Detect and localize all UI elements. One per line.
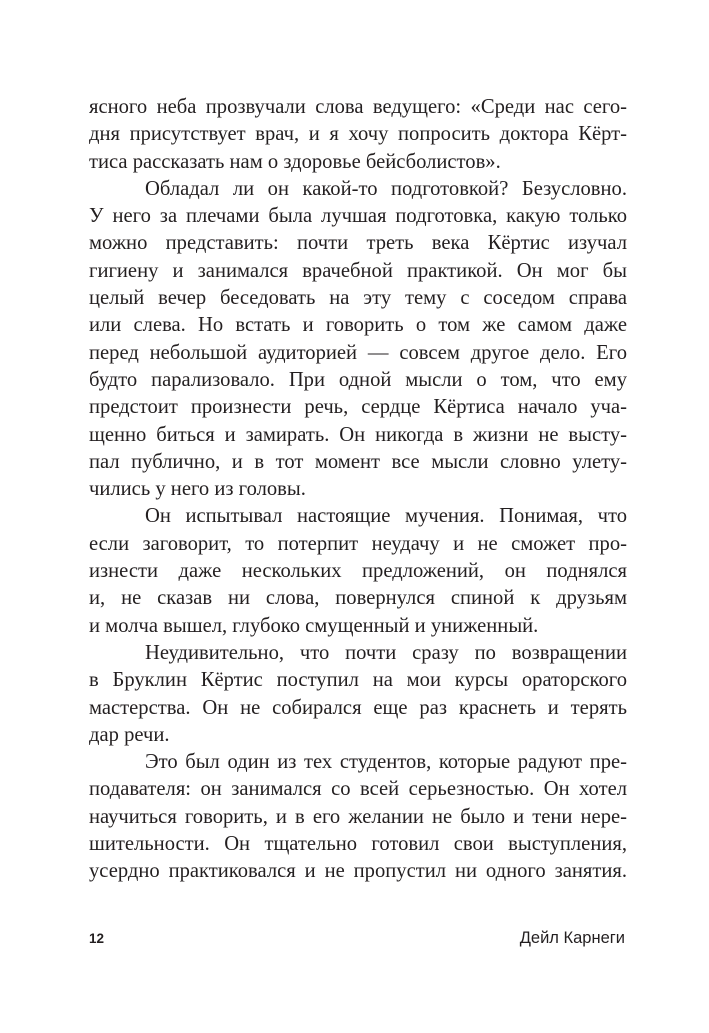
text-line: научиться говорить, и в его желании не было и тени нере- <box>89 805 627 828</box>
text-line: можно представить: почти треть века Кёртис изучал <box>89 232 627 255</box>
text-line: будто парализовало. При одной мысли о том, что ему <box>89 368 627 391</box>
text-line: гигиену и занимался врачебной практикой. Он мог бы <box>89 259 627 282</box>
text-line: пал публично, и в тот момент все мысли словно улету- <box>89 450 627 473</box>
text-line: дня присутствует врач, и я хочу попросить доктора Кёрт- <box>89 123 627 146</box>
text-line: Неудивительно, что почти сразу по возвращении <box>145 641 627 664</box>
running-footer-author: Дейл Карнеги <box>519 929 625 947</box>
text-line: усердно практиковался и не пропустил ни одного занятия. <box>89 860 627 883</box>
text-line: Он испытывал настоящие мучения. Понимая, что <box>145 505 627 528</box>
text-line: и, не сказав ни слова, повернулся спиной к друзьям <box>89 587 627 610</box>
text-line: предстоит произнести речь, сердце Кёртиса начало уча- <box>89 396 627 419</box>
text-line: изнести даже нескольких предложений, он поднялся <box>89 560 627 583</box>
text-line: подавателя: он занимался со всей серьезностью. Он хотел <box>89 778 627 801</box>
text-line: в Бруклин Кёртис поступил на мои курсы ораторского <box>89 669 627 692</box>
text-line: У него за плечами была лучшая подготовка, какую только <box>89 205 627 228</box>
page-number: 12 <box>89 931 105 946</box>
text-line: дар речи. <box>89 723 170 746</box>
text-line: если заговорит, то потерпит неудачу и не сможет про- <box>89 532 627 555</box>
text-line: целый вечер беседовать на эту тему с соседом справа <box>89 287 627 310</box>
text-line: и молча вышел, глубоко смущенный и униженный. <box>89 614 539 637</box>
text-line: Обладал ли он какой-то подготовкой? Безусловно. <box>145 177 627 200</box>
text-line: щенно биться и замирать. Он никогда в жизни не высту- <box>89 423 627 446</box>
body-text <box>89 94 627 886</box>
text-line: Это был один из тех студентов, которые радуют пре- <box>145 751 627 774</box>
text-line: чились у него из головы. <box>89 478 306 501</box>
text-line: тиса рассказать нам о здоровье бейсболистов». <box>89 150 501 173</box>
text-line: или слева. Но встать и говорить о том же самом даже <box>89 314 627 337</box>
text-line: ясного неба прозвучали слова ведущего: «Среди нас сего- <box>89 96 627 118</box>
text-line: шительности. Он тщательно готовил свои выступления, <box>89 833 627 856</box>
text-line: перед небольшой аудиторией — совсем другое дело. Его <box>89 341 627 364</box>
text-line: мастерства. Он не собирался еще раз краснеть и терять <box>89 696 627 719</box>
